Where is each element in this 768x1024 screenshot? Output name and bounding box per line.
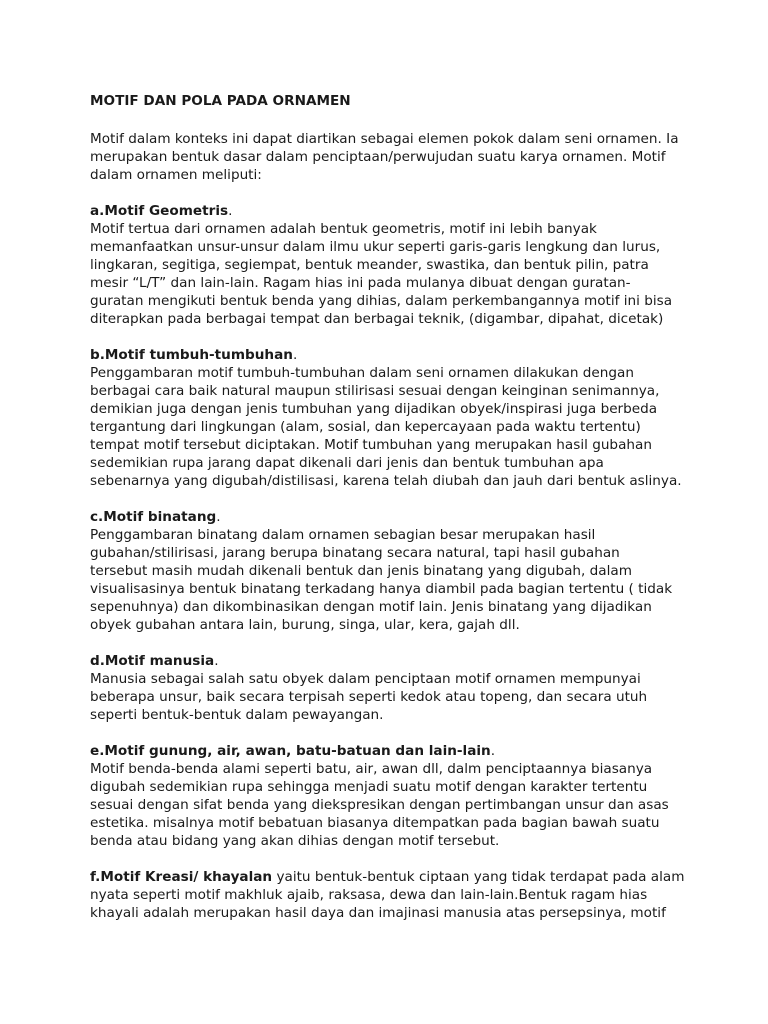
section-heading <box>90 869 272 885</box>
section-d <box>90 652 728 724</box>
section-heading-bold <box>90 743 491 759</box>
section-line: diterapkan pada berbagai tempat dan berbagai teknik, (digambar, dipahat, dicetak) <box>90 311 664 327</box>
section-a <box>90 202 728 328</box>
section-prefix: a. <box>90 203 105 219</box>
section-line: lingkaran, segitiga, segiempat, bentuk meander, swastika, dan bentuk pilin, patra <box>90 257 649 273</box>
section-heading-suffix: . <box>292 347 298 363</box>
section-line: Penggambaran motif tumbuh-tumbuhan dalam seni ornamen dilakukan dengan <box>90 365 634 381</box>
section-line: demikian juga dengan jenis tumbuhan yang dijadikan obyek/inspirasi juga berbeda <box>90 401 658 417</box>
section-line: guratan mengikuti bentuk benda yang dihias, dalam perkembangannya motif ini bisa <box>90 293 673 309</box>
section-heading-suffix: . <box>216 509 221 525</box>
section-line: estetika. misalnya motif bebatuan biasanya ditempatkan pada bagian bawah suatu <box>90 815 660 831</box>
section-line: Penggambaran binatang dalam ornamen sebagian besar merupakan hasil <box>90 527 596 543</box>
section-e <box>90 742 728 850</box>
section-heading-text: Motif tumbuh-tumbuhan <box>104 347 293 363</box>
section-line: gubahan/stilirisasi, jarang berupa binatang secara natural, tapi hasil gubahan <box>90 545 620 561</box>
section-line: berbagai cara baik natural maupun stilirisasi sesuai dengan keinginan senimannya, <box>90 383 660 399</box>
section-line: visualisasinya bentuk binatang terkadang hanya diambil pada bagian tertentu ( tidak <box>90 581 673 597</box>
intro-line: dalam ornamen meliputi: <box>90 167 262 183</box>
section-line: nyata seperti motif makhluk ajaib, raksasa, dewa dan lain-lain.Bentuk ragam hias <box>90 887 648 903</box>
section-heading-suffix: . <box>490 743 496 759</box>
section-heading-text: Motif gunung, air, awan, batu-batuan dan lain-lain <box>104 743 491 759</box>
section-line: sedemikian rupa jarang dapat dikenali dari jenis dan bentuk tumbuhan apa <box>90 455 604 471</box>
section-line: sebenarnya yang digubah/distilisasi, karena telah diubah dan jauh dari bentuk aslinya. <box>90 473 682 489</box>
section-heading-suffix: . <box>228 203 233 219</box>
section-line: obyek gubahan antara lain, burung, singa, ular, kera, gajah dll. <box>90 617 520 633</box>
section-prefix: b. <box>90 347 105 363</box>
section-c <box>90 508 728 634</box>
section-heading <box>90 346 728 364</box>
section-heading-bold <box>90 203 228 219</box>
section-heading-text: Motif Geometris <box>104 203 229 219</box>
section-prefix: f. <box>90 869 101 885</box>
section-prefix: c. <box>90 509 104 525</box>
section-heading-text: Motif binatang <box>103 509 217 525</box>
intro-paragraph <box>90 130 728 184</box>
section-line: Motif benda-benda alami seperti batu, air, awan dll, dalm penciptaannya biasanya <box>90 761 653 777</box>
section-b <box>90 346 728 490</box>
section-heading-suffix: . <box>214 653 219 669</box>
section-line: tergantung dari lingkungan (alam, sosial, dan kepercayaan pada waktu tertentu) <box>90 419 641 435</box>
section-heading <box>90 508 728 526</box>
section-f-first-line <box>90 868 728 886</box>
section-heading <box>90 652 728 670</box>
section-heading-bold <box>90 347 293 363</box>
section-line: sesuai dengan sifat benda yang diekspresikan dengan pertimbangan unsur dan asas <box>90 797 669 813</box>
section-line: Motif tertua dari ornamen adalah bentuk geometris, motif ini lebih banyak <box>90 221 597 237</box>
section-f <box>90 868 728 922</box>
section-prefix: e. <box>90 743 105 759</box>
document-title: MOTIF DAN POLA PADA ORNAMEN <box>90 93 351 109</box>
section-prefix: d. <box>90 653 105 669</box>
section-line: digubah sedemikian rupa sehingga menjadi suatu motif dengan karakter tertentu <box>90 779 648 795</box>
section-line: tersebut masih mudah dikenali bentuk dan jenis binatang yang digubah, dalam <box>90 563 632 579</box>
section-line: Manusia sebagai salah satu obyek dalam penciptaan motif ornamen mempunyai <box>90 671 641 687</box>
section-line: seperti bentuk-bentuk dalam pewayangan. <box>90 707 384 723</box>
section-heading <box>90 202 728 220</box>
section-heading-text: Motif Kreasi/ khayalan <box>100 869 273 885</box>
intro-line: merupakan bentuk dasar dalam penciptaan/perwujudan suatu karya ornamen. Motif <box>90 149 666 165</box>
section-heading-text: Motif manusia <box>104 653 215 669</box>
section-line: mesir “L/T” dan lain-lain. Ragam hias ini pada mulanya dibuat dengan guratan- <box>90 275 631 291</box>
section-line: benda atau bidang yang akan dihias dengan motif tersebut. <box>90 833 500 849</box>
section-line: tempat motif tersebut diciptakan. Motif tumbuhan yang merupakan hasil gubahan <box>90 437 652 453</box>
intro-line: Motif dalam konteks ini dapat diartikan sebagai elemen pokok dalam seni ornamen. Ia <box>90 131 679 147</box>
section-heading <box>90 742 728 760</box>
section-line: sepenuhnya) dan dikombinasikan dengan motif lain. Jenis binatang yang dijadikan <box>90 599 652 615</box>
motif-sections <box>90 202 728 850</box>
section-line: memanfaatkan unsur-unsur dalam ilmu ukur seperti garis-garis lengkung dan lurus, <box>90 239 661 255</box>
section-f-first-line-rest: yaitu bentuk-bentuk ciptaan yang tidak terdapat pada alam <box>272 869 685 885</box>
section-heading-bold <box>90 653 214 669</box>
section-line: beberapa unsur, baik secara terpisah seperti kedok atau topeng, dan secara utuh <box>90 689 648 705</box>
section-line: khayali adalah merupakan hasil daya dan imajinasi manusia atas persepsinya, motif <box>90 905 666 921</box>
section-heading-bold <box>90 509 216 525</box>
